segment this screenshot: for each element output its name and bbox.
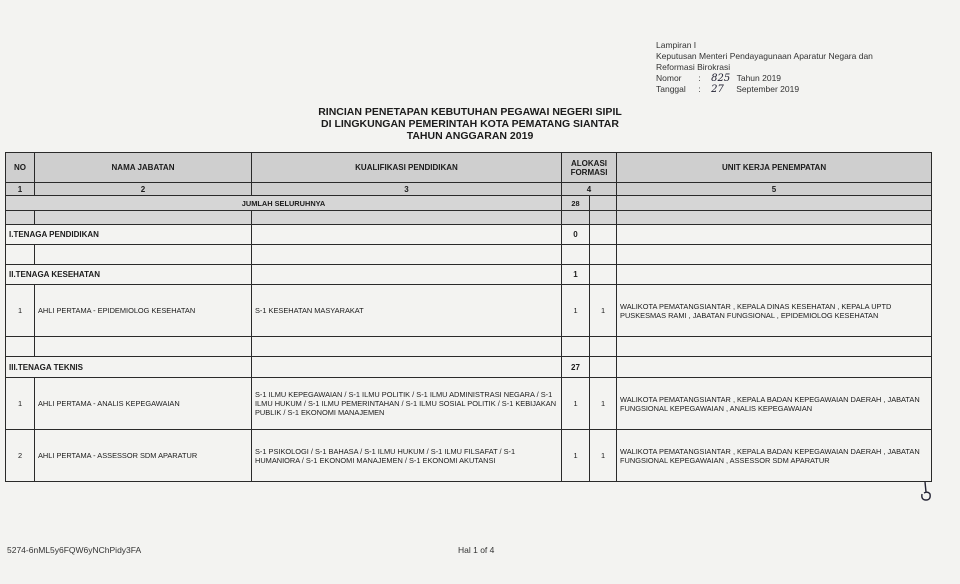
section-row-pendidikan	[6, 225, 932, 245]
row-kualifikasi: S-1 ILMU KEPEGAWAIAN / S-1 ILMU POLITIK / S-1 ILMU ADMINISTRASI NEGARA / S-1 ILMU HUKUM / S-1 ILMU PEMERINTAHAN / S-1 ILMU SOSIAL POLITIK / S-1 KEBIJAKAN PUBLIK / S-1 EKONOMI MANAJEMEN	[252, 378, 562, 430]
section-value: 0	[562, 225, 590, 245]
nomor-value: 825	[711, 73, 731, 84]
total-value: 28	[562, 196, 590, 211]
row-alokasi-a: 1	[562, 285, 590, 337]
empty-row	[6, 337, 932, 357]
column-number-2: 2	[35, 183, 252, 196]
title-line-3: TAHUN ANGGARAN 2019	[406, 130, 534, 142]
header-alokasi-line-2: FORMASI	[570, 167, 608, 177]
section-label: I.TENAGA PENDIDIKAN	[6, 225, 252, 245]
row-unit: WALIKOTA PEMATANGSIANTAR , KEPALA DINAS KESEHATAN , KEPALA UPTD PUSKESMAS RAMI , JABATAN FUNGSIONAL , EPIDEMIOLOG KESEHATAN	[617, 285, 932, 337]
row-unit: WALIKOTA PEMATANGSIANTAR , KEPALA BADAN KEPEGAWAIAN DAERAH , JABATAN FUNGSIONAL KEPEGAWAIAN , ANALIS KEPEGAWAIAN	[617, 378, 932, 430]
header-kualifikasi: KUALIFIKASI PENDIDIKAN	[252, 153, 562, 183]
header-no: NO	[6, 153, 35, 183]
title-line-2: DI LINGKUNGAN PEMERINTAH KOTA PEMATANG SIANTAR	[321, 118, 619, 130]
tanggal-label: Tanggal	[656, 84, 686, 94]
header-row	[6, 153, 932, 183]
column-number-3: 3	[252, 183, 562, 196]
row-no: 2	[6, 430, 35, 482]
column-number-row	[6, 183, 932, 196]
header-alokasi-line-1: ALOKASI	[571, 158, 607, 168]
row-unit: WALIKOTA PEMATANGSIANTAR , KEPALA BADAN KEPEGAWAIAN DAERAH , JABATAN FUNGSIONAL KEPEGAWAIAN , ASSESSOR SDM APARATUR	[617, 430, 932, 482]
nomor-separator: :	[698, 73, 701, 83]
page-number: Hal 1 of 4	[458, 545, 495, 555]
total-label: JUMLAH SELURUHNYA	[6, 196, 562, 211]
empty-row	[6, 245, 932, 265]
tanggal-separator: :	[698, 84, 701, 94]
nomor-label: Nomor	[656, 73, 682, 83]
table-row	[6, 430, 932, 482]
header-alokasi	[562, 153, 617, 183]
reference-block	[656, 40, 873, 95]
section-label: III.TENAGA TEKNIS	[6, 357, 252, 378]
nomor-row	[656, 73, 873, 84]
lampiran-label: Lampiran I	[656, 40, 697, 50]
column-number-4: 4	[562, 183, 617, 196]
row-alokasi-b: 1	[590, 378, 617, 430]
row-no: 1	[6, 378, 35, 430]
tanggal-row	[656, 84, 873, 95]
document-code: 5274-6nML5y6FQW6yNChPidy3FA	[7, 545, 142, 555]
column-number-5: 5	[617, 183, 932, 196]
title-line-1: RINCIAN PENETAPAN KEBUTUHAN PEGAWAI NEGERI SIPIL	[318, 106, 622, 118]
pen-mark-icon	[919, 480, 933, 502]
section-value: 27	[562, 357, 590, 378]
section-row-kesehatan	[6, 265, 932, 285]
column-number-1: 1	[6, 183, 35, 196]
keputusan-line-1: Keputusan Menteri Pendayagunaan Aparatur Negara dan	[656, 51, 873, 61]
keputusan-line-2: Reformasi Birokrasi	[656, 62, 731, 72]
formation-table	[5, 152, 932, 482]
row-alokasi-a: 1	[562, 378, 590, 430]
row-alokasi-b: 1	[590, 430, 617, 482]
tanggal-suffix: September 2019	[736, 84, 800, 94]
row-jabatan: AHLI PERTAMA - ASSESSOR SDM APARATUR	[35, 430, 252, 482]
nomor-suffix: Tahun 2019	[736, 73, 782, 83]
section-label: II.TENAGA KESEHATAN	[6, 265, 252, 285]
total-row	[6, 196, 932, 211]
tanggal-value: 27	[711, 84, 724, 95]
row-kualifikasi: S-1 PSIKOLOGI / S-1 BAHASA / S-1 ILMU HUKUM / S-1 ILMU FILSAFAT / S-1 HUMANIORA / S-1 EKONOMI MANAJEMEN / S-1 EKONOMI AKUTANSI	[252, 430, 562, 482]
row-jabatan: AHLI PERTAMA - ANALIS KEPEGAWAIAN	[35, 378, 252, 430]
section-value: 1	[562, 265, 590, 285]
row-no: 1	[6, 285, 35, 337]
table-row	[6, 378, 932, 430]
document-title	[200, 106, 740, 142]
row-kualifikasi: S-1 KESEHATAN MASYARAKAT	[252, 285, 562, 337]
table-row	[6, 285, 932, 337]
spacer-row	[6, 211, 932, 225]
row-alokasi-b: 1	[590, 285, 617, 337]
header-nama-jabatan: NAMA JABATAN	[35, 153, 252, 183]
row-alokasi-a: 1	[562, 430, 590, 482]
row-jabatan: AHLI PERTAMA - EPIDEMIOLOG KESEHATAN	[35, 285, 252, 337]
section-row-teknis	[6, 357, 932, 378]
header-unit-kerja: UNIT KERJA PENEMPATAN	[617, 153, 932, 183]
